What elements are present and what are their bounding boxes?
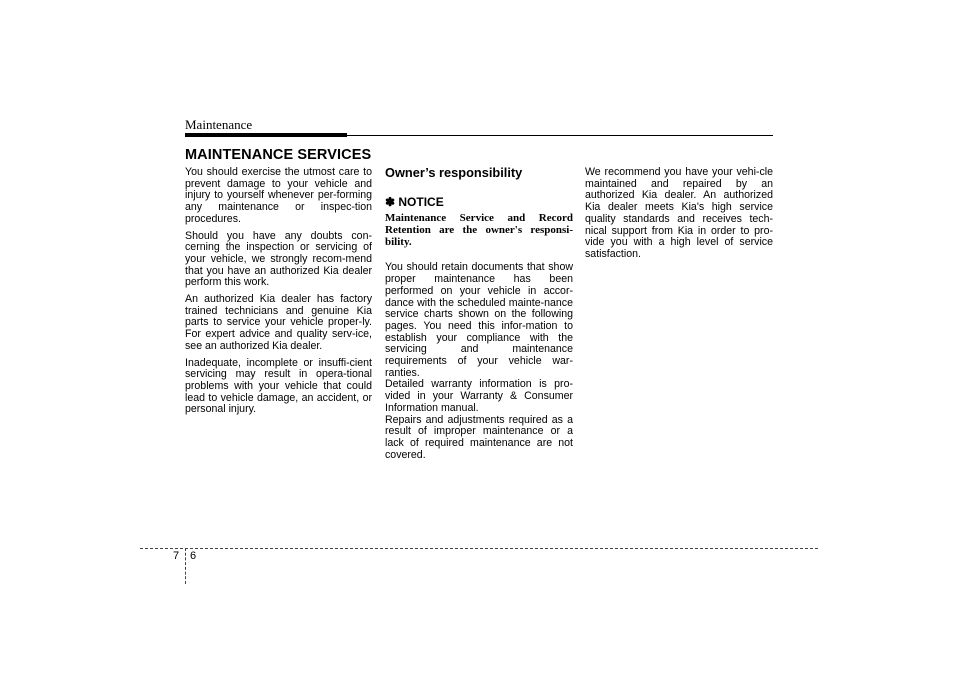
paragraph: An authorized Kia dealer has factory trained technicians and genuine Kia parts to service your vehicle proper-ly. For expert advice and quality serv-ice, see an authorized Kia dealer. — [185, 293, 372, 352]
paragraph: Repairs and adjustments required as a result of improper maintenance or a lack of required maintenance are not covered. — [385, 413, 573, 461]
paragraph-group — [385, 262, 573, 461]
paragraph: You should retain documents that show proper maintenance has been performed on your vehicle in accor-dance with the scheduled mainte-nance service charts shown on the following pages. You need this infor-mation to establish your compliance with the servicing and maintenance requirements of your vehicle war-ranties. — [385, 261, 573, 379]
paragraph: You should exercise the utmost care to prevent damage to your vehicle and injury to yourself whenever per-forming any maintenance or inspec-tion procedures. — [185, 166, 372, 225]
header-rule-thin — [347, 135, 773, 136]
column-left — [185, 167, 372, 421]
paragraph: Detailed warranty information is pro-vided in your Warranty & Consumer Information manual. — [385, 378, 573, 414]
chapter-number: 7 — [173, 550, 180, 562]
footer-rule — [140, 548, 818, 549]
notice-body: Maintenance Service and Record Retention are the owner's responsi-bility. — [385, 212, 573, 249]
notice-heading: ✽ NOTICE — [385, 194, 444, 209]
column-middle — [385, 167, 573, 461]
subsection-heading: Owner’s responsibility — [385, 165, 523, 180]
header-rule-thick — [185, 133, 347, 137]
running-header: Maintenance — [185, 117, 253, 132]
paragraph: Should you have any doubts con-cerning the inspection or servicing of your vehicle, we strongly recom-mend that you have an authorized Kia dealer perform this work. — [185, 229, 372, 289]
column-right — [585, 167, 773, 266]
paragraph: We recommend you have your vehi-cle maintained and repaired by an authorized Kia dealer. An authorized Kia dealer meets Kia's high service quality standards and receives tech-nical support from Kia in order to pro-vide you with a high level of service satisfaction. — [585, 166, 773, 260]
section-title: MAINTENANCE SERVICES — [185, 147, 372, 163]
page-number: 6 — [190, 550, 197, 562]
paragraph: Inadequate, incomplete or insuffi-cient servicing may result in opera-tional problems with your vehicle that could lead to vehicle damage, an accident, or personal injury. — [185, 356, 372, 416]
footer-divider — [185, 548, 186, 584]
